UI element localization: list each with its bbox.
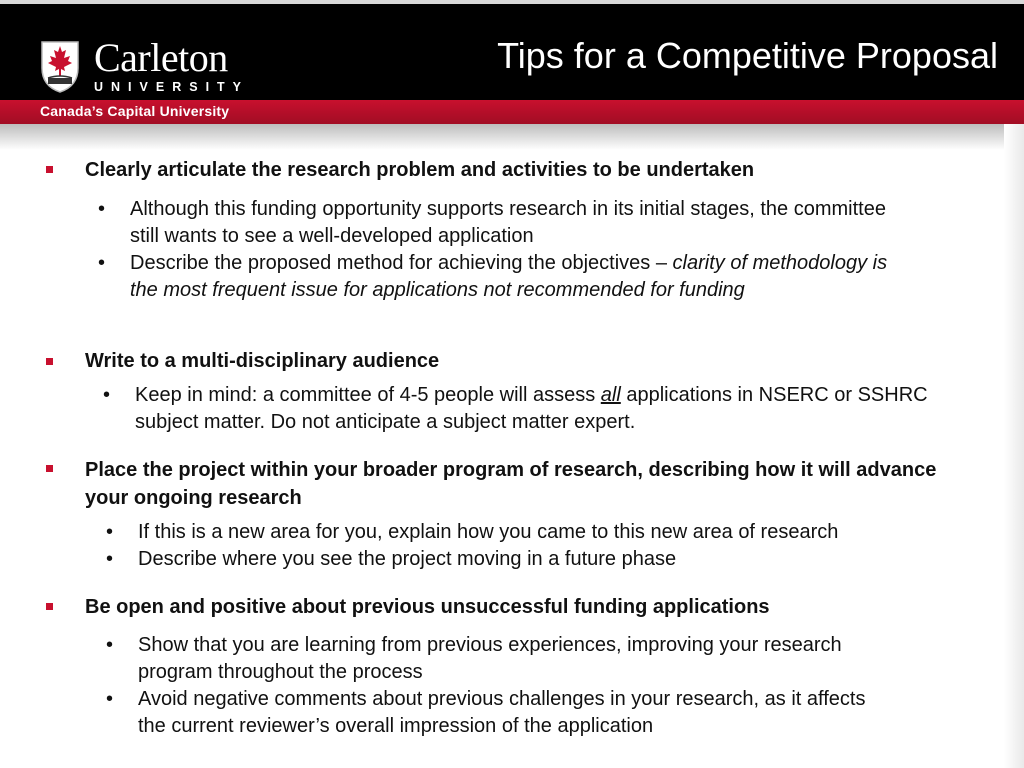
right-edge-shade [1004,124,1024,768]
square-bullet-icon [46,166,53,173]
maple-leaf-crest-icon [38,38,82,94]
point-heading: Be open and positive about previous unsuccessful funding applications [85,596,770,618]
sub-list [98,196,900,304]
item-text: Although this funding opportunity supports research in its initial stages, the committee still wants to see a well-developed application [130,198,886,247]
square-bullet-icon [46,465,53,472]
list-item [98,196,900,250]
list-item [106,546,968,573]
bullet-dot: • [98,198,106,220]
item-text: Avoid negative comments about previous challenges in your research, as it affects the current reviewer’s overall impression of the application [138,688,866,737]
item-text: If this is a new area for you, explain how you came to this new area of research [138,521,839,543]
list-item [106,632,898,686]
point-heading: Place the project within your broader program of research, describing how it will advance your ongoing research [85,459,937,509]
header-shadow [0,124,1024,150]
logo-name: Carleton [94,35,228,80]
slide-header [0,0,1024,100]
item-text: applications in NSERC or SSHRC subject matter. Do not anticipate a subject matter expert. [135,384,928,433]
square-bullet-icon [46,358,53,365]
item-text: Describe the proposed method for achieving the objectives – [130,252,673,274]
sub-list [106,632,898,740]
item-emphasis: all [600,384,621,406]
bullet-dot: • [106,634,114,656]
sub-list [106,519,968,573]
item-text: Keep in mind: a committee of 4-5 people will assess [135,384,601,406]
bullet-dot: • [106,548,114,570]
header-bar [0,4,1024,100]
bullet-dot: • [106,521,114,543]
logo-subtitle: UNIVERSITY [94,80,250,94]
square-bullet-icon [46,603,53,610]
bullet-dot: • [103,384,111,406]
list-item [106,519,968,546]
carleton-logo [38,35,250,94]
bullet-dot: • [106,688,114,710]
tagline: Canada’s Capital University [40,103,230,119]
bullet-dot: • [98,252,106,274]
list-item [103,382,965,436]
point-heading: Write to a multi-disciplinary audience [85,350,440,372]
list-item [98,250,900,304]
wordmark [94,35,250,94]
point-heading: Clearly articulate the research problem and activities to be undertaken [85,159,755,181]
list-item [106,686,898,740]
sub-list [103,382,965,436]
item-text: Show that you are learning from previous experiences, improving your research program throughout the process [138,634,842,683]
slide-title: Tips for a Competitive Proposal [497,35,998,76]
item-text: Describe where you see the project moving in a future phase [138,548,677,570]
item-italic-text: clarity of methodology is the most frequent issue for applications not recommended for funding [130,252,888,301]
